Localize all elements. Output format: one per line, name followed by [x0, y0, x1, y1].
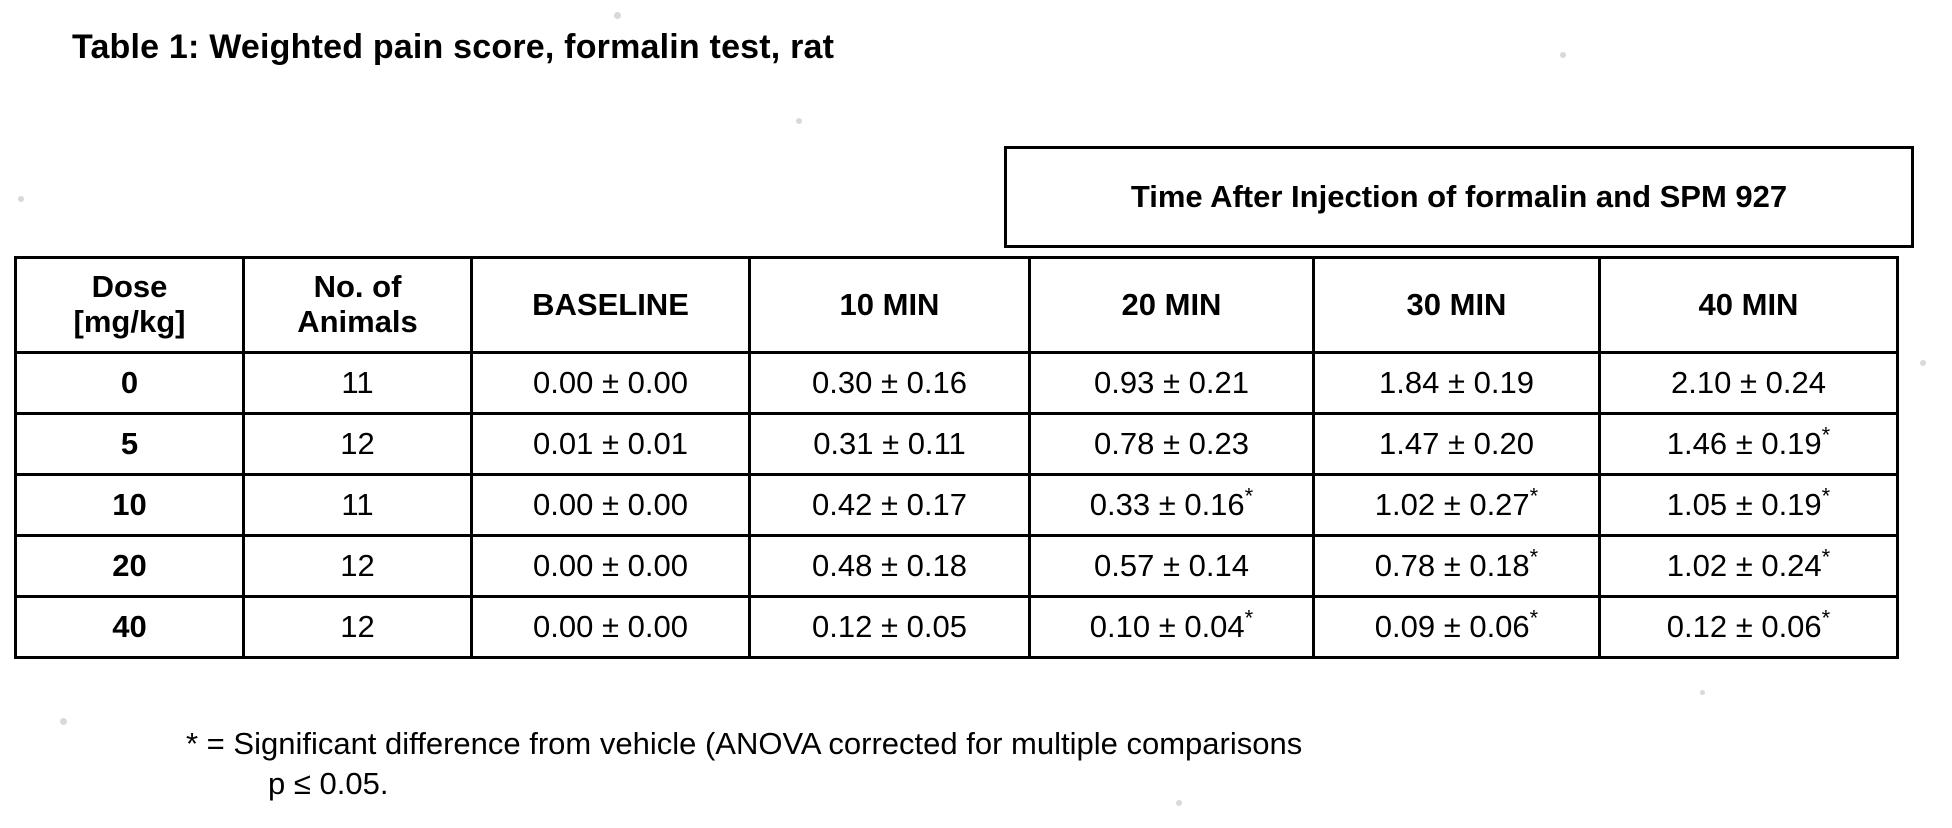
cell-value: 0.00 ± 0.00 — [533, 548, 688, 583]
pain-score-table — [14, 256, 1899, 659]
cell-10-min — [750, 597, 1030, 658]
significance-marker: * — [1244, 605, 1254, 631]
cell-value: 0.01 ± 0.01 — [533, 426, 688, 461]
significance-marker: * — [1821, 544, 1831, 570]
column-header-10-min: 10 MIN — [750, 258, 1030, 353]
scan-speckle — [614, 12, 621, 19]
cell-value: 1.02 ± 0.27 — [1374, 487, 1530, 522]
cell-10-min — [750, 536, 1030, 597]
footnote-line-2: p ≤ 0.05. — [268, 766, 389, 802]
significance-marker: * — [1821, 605, 1831, 631]
significance-marker: * — [1529, 605, 1539, 631]
cell-dose: 40 — [16, 597, 244, 658]
cell-value: 0.09 ± 0.06 — [1374, 609, 1530, 644]
cell-value: 1.02 ± 0.24 — [1666, 548, 1822, 583]
column-header-40-min: 40 MIN — [1600, 258, 1898, 353]
cell-value: 1.46 ± 0.19 — [1666, 426, 1822, 461]
cell-animals: 11 — [244, 353, 472, 414]
cell-10-min — [750, 353, 1030, 414]
cell-value: 0.30 ± 0.16 — [812, 365, 967, 400]
table-row — [16, 597, 1898, 658]
cell-40-min — [1600, 475, 1898, 536]
cell-value: 0.78 ± 0.18 — [1374, 548, 1530, 583]
cell-value: 2.10 ± 0.24 — [1671, 365, 1826, 400]
column-header-dose-line2: [mg/kg] — [73, 304, 186, 339]
cell-value: 0.00 ± 0.00 — [533, 487, 688, 522]
cell-value: 0.33 ± 0.16 — [1089, 487, 1245, 522]
significance-marker: * — [1821, 483, 1831, 509]
column-header-animals — [244, 258, 472, 353]
scan-speckle — [796, 118, 802, 124]
scan-speckle — [1920, 360, 1926, 366]
cell-baseline — [472, 597, 750, 658]
cell-value: 0.00 ± 0.00 — [533, 365, 688, 400]
cell-30-min — [1314, 475, 1600, 536]
footnote-line-1: * = Significant difference from vehicle (ANOVA corrected for multiple comparisons — [186, 726, 1303, 761]
table-header-row — [16, 258, 1898, 353]
cell-baseline — [472, 475, 750, 536]
cell-value: 0.57 ± 0.14 — [1094, 548, 1249, 583]
cell-value: 1.05 ± 0.19 — [1666, 487, 1822, 522]
cell-value: 0.31 ± 0.11 — [813, 426, 966, 461]
cell-baseline — [472, 536, 750, 597]
table-row — [16, 414, 1898, 475]
table-row — [16, 536, 1898, 597]
column-header-dose — [16, 258, 244, 353]
cell-animals: 11 — [244, 475, 472, 536]
table-row — [16, 475, 1898, 536]
cell-30-min — [1314, 414, 1600, 475]
significance-marker: * — [1529, 483, 1539, 509]
cell-value: 0.00 ± 0.00 — [533, 609, 688, 644]
column-header-animals-line2: Animals — [297, 304, 418, 339]
cell-value: 0.12 ± 0.05 — [812, 609, 967, 644]
column-header-dose-line1: Dose — [91, 269, 168, 305]
cell-20-min — [1030, 475, 1314, 536]
spanning-header-time-after-injection: Time After Injection of formalin and SPM 927 — [1004, 146, 1914, 248]
cell-baseline — [472, 414, 750, 475]
cell-value: 1.84 ± 0.19 — [1379, 365, 1534, 400]
cell-value: 0.93 ± 0.21 — [1094, 365, 1249, 400]
cell-30-min — [1314, 536, 1600, 597]
scan-speckle — [18, 196, 24, 202]
table-footnote — [186, 724, 1746, 805]
cell-dose: 5 — [16, 414, 244, 475]
cell-value: 0.10 ± 0.04 — [1089, 609, 1245, 644]
cell-value: 0.12 ± 0.06 — [1666, 609, 1822, 644]
significance-marker: * — [1244, 483, 1254, 509]
cell-animals: 12 — [244, 536, 472, 597]
cell-20-min — [1030, 353, 1314, 414]
cell-value: 0.42 ± 0.17 — [812, 487, 967, 522]
significance-marker: * — [1529, 544, 1539, 570]
significance-marker: * — [1821, 422, 1831, 448]
cell-dose: 0 — [16, 353, 244, 414]
table-caption: Table 1: Weighted pain score, formalin test, rat — [72, 28, 835, 66]
column-header-animals-line1: No. of — [313, 269, 402, 305]
scan-speckle — [60, 718, 67, 725]
cell-40-min — [1600, 597, 1898, 658]
scan-speckle — [1560, 52, 1566, 58]
cell-40-min — [1600, 536, 1898, 597]
column-header-20-min: 20 MIN — [1030, 258, 1314, 353]
table-row — [16, 353, 1898, 414]
column-header-baseline: BASELINE — [472, 258, 750, 353]
cell-value: 1.47 ± 0.20 — [1379, 426, 1534, 461]
cell-30-min — [1314, 597, 1600, 658]
cell-10-min — [750, 475, 1030, 536]
cell-animals: 12 — [244, 414, 472, 475]
cell-20-min — [1030, 414, 1314, 475]
cell-40-min — [1600, 353, 1898, 414]
cell-baseline — [472, 353, 750, 414]
scan-speckle — [1700, 690, 1705, 695]
cell-30-min — [1314, 353, 1600, 414]
cell-dose: 10 — [16, 475, 244, 536]
cell-10-min — [750, 414, 1030, 475]
cell-20-min — [1030, 536, 1314, 597]
cell-value: 0.78 ± 0.23 — [1094, 426, 1249, 461]
cell-40-min — [1600, 414, 1898, 475]
cell-value: 0.48 ± 0.18 — [812, 548, 967, 583]
cell-20-min — [1030, 597, 1314, 658]
cell-animals: 12 — [244, 597, 472, 658]
cell-dose: 20 — [16, 536, 244, 597]
column-header-30-min: 30 MIN — [1314, 258, 1600, 353]
